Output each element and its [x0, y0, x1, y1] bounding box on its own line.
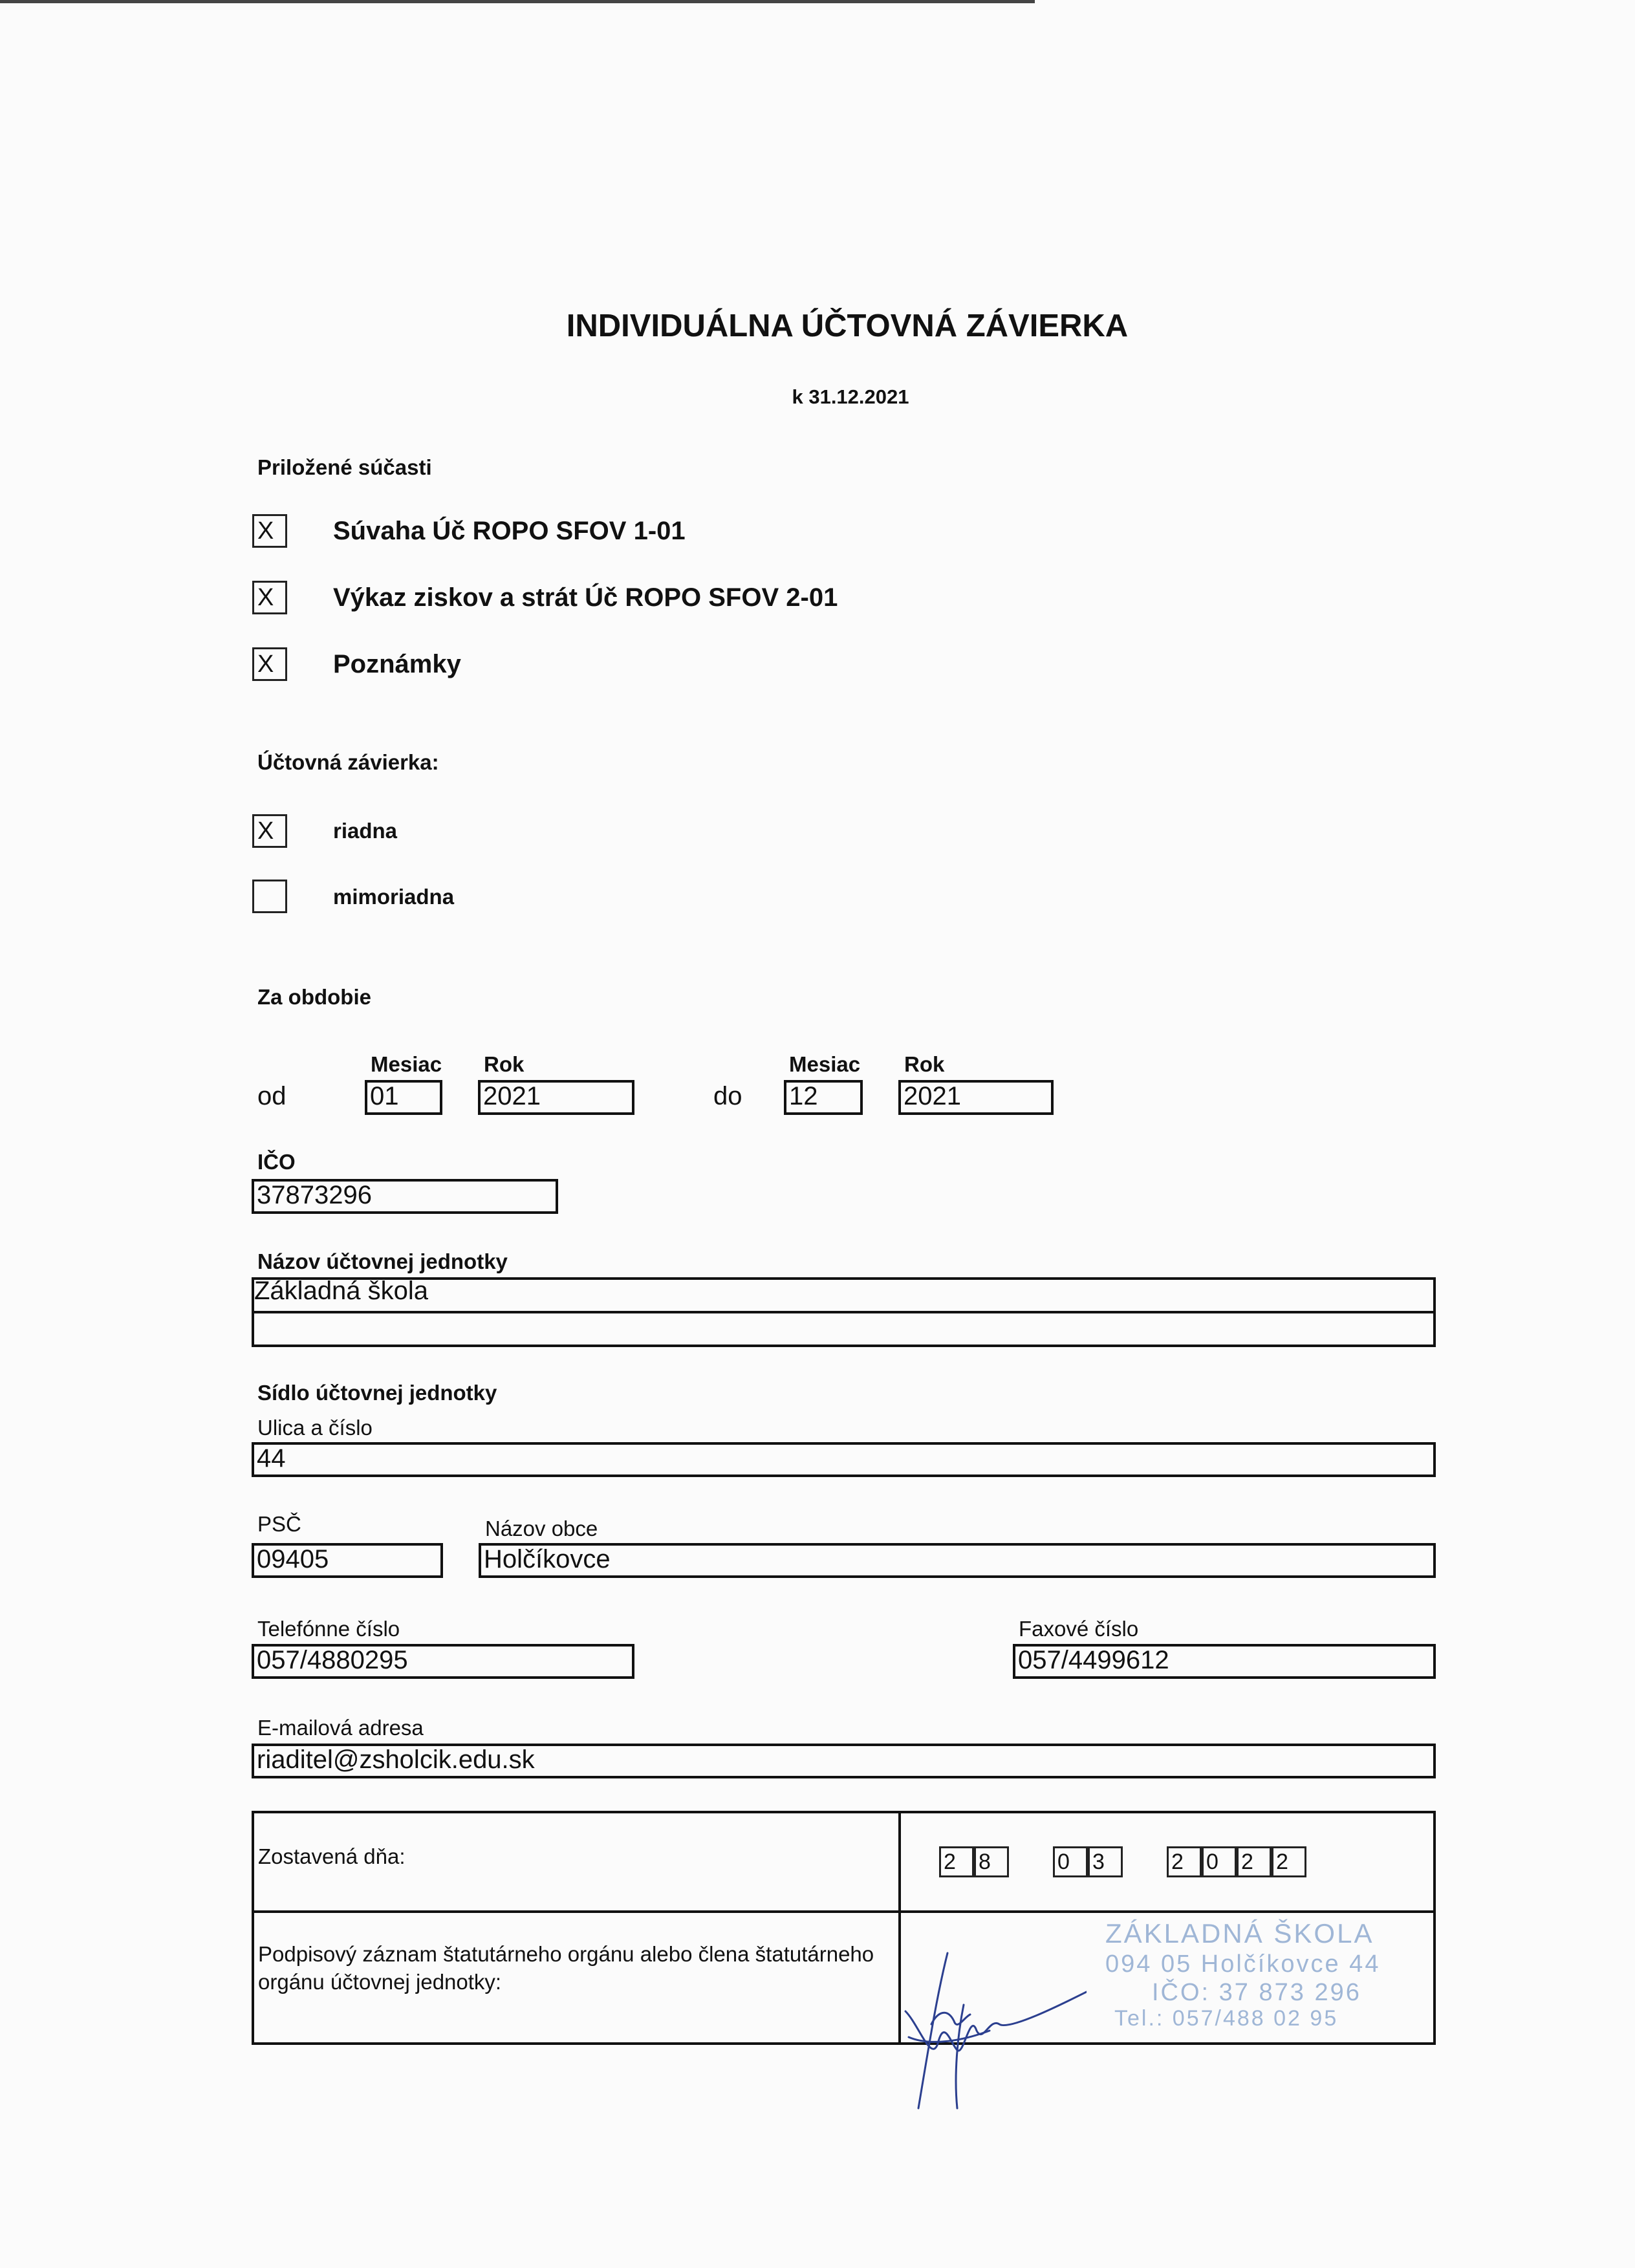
entity-name-box	[252, 1277, 1436, 1347]
scan-edge-line	[0, 0, 1035, 3]
fax-label: Faxové číslo	[1019, 1617, 1139, 1641]
type-label-extraordinary: mimoriadna	[333, 885, 455, 909]
ico-field[interactable]: 37873296	[252, 1179, 558, 1214]
street-field[interactable]: 44	[252, 1442, 1436, 1477]
to-year-label: Rok	[904, 1052, 945, 1076]
email-label: E-mailová adresa	[257, 1716, 424, 1740]
period-heading: Za obdobie	[257, 985, 371, 1009]
from-month-label: Mesiac	[371, 1052, 442, 1076]
type-checkbox-extraordinary[interactable]	[252, 880, 287, 913]
address-heading: Sídlo účtovnej jednotky	[257, 1381, 497, 1405]
compiled-day-digit-2[interactable]: 8	[974, 1846, 1009, 1877]
ico-label: IČO	[257, 1150, 296, 1174]
component-checkbox-balance[interactable]: X	[252, 514, 287, 548]
from-year-label: Rok	[484, 1052, 525, 1076]
city-label: Názov obce	[485, 1517, 598, 1540]
to-label: do	[713, 1082, 742, 1110]
phone-field[interactable]: 057/4880295	[252, 1644, 634, 1679]
signature-label: Podpisový záznam štatutárneho orgánu alebo člena štatutárneho orgánu účtovnej jednotky:	[258, 1942, 874, 1994]
compiled-label: Zostavená dňa:	[258, 1844, 406, 1868]
document-title: INDIVIDUÁLNA ÚČTOVNÁ ZÁVIERKA	[566, 308, 1129, 343]
component-label-income: Výkaz ziskov a strát Úč ROPO SFOV 2-01	[333, 583, 838, 612]
to-month-label: Mesiac	[789, 1052, 861, 1076]
to-month-field[interactable]: 12	[784, 1080, 863, 1115]
from-year-field[interactable]: 2021	[478, 1080, 634, 1115]
components-heading: Priložené súčasti	[257, 455, 432, 479]
compiled-day-digit-1[interactable]: 2	[939, 1846, 974, 1877]
from-label: od	[257, 1082, 287, 1110]
type-heading: Účtovná závierka:	[257, 750, 439, 774]
compiled-year-digit-1[interactable]: 2	[1167, 1846, 1202, 1877]
zip-label: PSČ	[257, 1512, 301, 1536]
compilation-table	[252, 1811, 1436, 2045]
stamp-line-4: Tel.: 057/488 02 95	[1114, 2006, 1339, 2031]
component-checkbox-notes[interactable]: X	[252, 647, 287, 681]
stamp-line-2: 094 05 Holčíkovce 44	[1105, 1950, 1381, 1978]
component-checkbox-income[interactable]: X	[252, 581, 287, 614]
component-label-notes: Poznámky	[333, 650, 461, 678]
component-label-balance: Súvaha Úč ROPO SFOV 1-01	[333, 517, 686, 545]
to-year-field[interactable]: 2021	[898, 1080, 1054, 1115]
from-month-field[interactable]: 01	[365, 1080, 442, 1115]
email-field[interactable]: riaditel@zsholcik.edu.sk	[252, 1744, 1436, 1778]
type-label-regular: riadna	[333, 819, 398, 843]
city-field[interactable]: Holčíkovce	[479, 1543, 1436, 1578]
compiled-year-digit-4[interactable]: 2	[1272, 1846, 1306, 1877]
zip-field[interactable]: 09405	[252, 1543, 443, 1578]
entity-name-field-line2[interactable]	[252, 1312, 1436, 1347]
phone-label: Telefónne číslo	[257, 1617, 400, 1641]
compiled-month-digit-1[interactable]: 0	[1053, 1846, 1088, 1877]
type-checkbox-regular[interactable]: X	[252, 814, 287, 848]
table-horizontal-divider	[254, 1910, 1433, 1913]
entity-name-field-line1[interactable]: Základná škola	[252, 1277, 1436, 1313]
compiled-month-digit-2[interactable]: 3	[1088, 1846, 1123, 1877]
entity-name-label: Názov účtovnej jednotky	[257, 1249, 508, 1273]
compiled-year-digit-3[interactable]: 2	[1237, 1846, 1272, 1877]
fax-field[interactable]: 057/4499612	[1013, 1644, 1436, 1679]
stamp-line-1: ZÁKLADNÁ ŠKOLA	[1105, 1918, 1374, 1949]
document-date: k 31.12.2021	[792, 385, 909, 408]
handwritten-signature	[893, 1934, 1087, 2115]
stamp-line-3: IČO: 37 873 296	[1152, 1979, 1361, 2006]
compiled-year-digit-2[interactable]: 0	[1202, 1846, 1237, 1877]
street-label: Ulica a číslo	[257, 1416, 373, 1440]
